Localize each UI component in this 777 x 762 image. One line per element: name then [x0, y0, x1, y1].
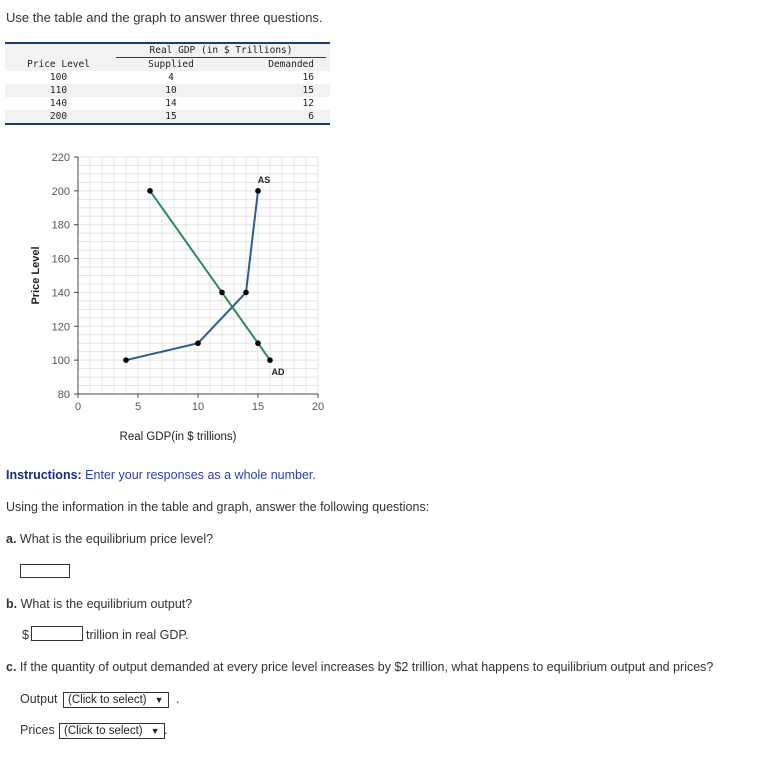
cell: 15	[230, 84, 330, 97]
output-label: Output	[20, 692, 58, 706]
series-label-as: AS	[257, 174, 271, 185]
data-point-as	[255, 188, 261, 194]
table-row	[5, 110, 330, 123]
table-row	[5, 84, 330, 97]
question-c: c. If the quantity of output demanded at every price level increases by $2 trillion, what happens to equilibrium output and prices?	[6, 660, 714, 674]
y-tick-label: 220	[51, 152, 70, 164]
x-tick-label: 5	[134, 401, 142, 413]
equilibrium-output-input[interactable]	[31, 626, 83, 641]
cell: 6	[230, 110, 330, 123]
cell: 16	[302, 72, 314, 83]
prices-label: Prices	[20, 723, 55, 737]
cell: 14	[165, 98, 177, 109]
y-tick-label: 80	[57, 389, 70, 401]
table-corner	[5, 44, 112, 58]
table-row	[5, 97, 330, 110]
table-row	[5, 71, 330, 84]
output-suffix: trillion in real GDP.	[86, 628, 189, 642]
dollar-sign: $	[22, 628, 29, 642]
prices-period: .	[164, 723, 168, 737]
y-tick-label: 180	[51, 219, 70, 232]
y-tick-label: 140	[51, 287, 70, 300]
x-tick-label: 0	[74, 401, 82, 413]
cell: 15	[112, 110, 230, 123]
data-point-as	[123, 357, 129, 363]
col-header-price: Price Level	[5, 58, 112, 71]
intro-text: Use the table and the graph to answer three questions.	[6, 10, 323, 25]
output-period: .	[176, 692, 180, 706]
y-axis-label: Price Level	[30, 246, 42, 305]
data-point-ad	[219, 290, 225, 296]
cell: 110	[5, 84, 112, 97]
x-tick-label: 10	[191, 401, 205, 413]
question-a: a. What is the equilibrium price level?	[6, 532, 214, 546]
table-group-header: Real GDP (in $ Trillions)	[112, 44, 330, 58]
cell: 4	[168, 72, 174, 83]
data-point-as	[195, 340, 201, 346]
x-tick-label: 20	[311, 401, 325, 413]
price-level-input[interactable]	[20, 564, 70, 578]
chevron-down-icon: ▼	[154, 695, 164, 705]
cell: 140	[49, 98, 68, 109]
cell: 10	[112, 84, 230, 97]
instructions: Instructions: Enter your responses as a whole number.	[6, 468, 316, 482]
as-ad-chart	[0, 140, 340, 450]
series-label-ad: AD	[271, 367, 285, 378]
cell: 12	[302, 98, 314, 109]
cell: 100	[49, 72, 68, 83]
col-header-demanded: Demanded	[230, 58, 330, 71]
cell: 200	[5, 110, 112, 123]
y-tick-label: 100	[51, 355, 70, 368]
x-axis-label: Real GDP(in $ trillions)	[119, 431, 237, 443]
data-point-ad	[255, 340, 261, 346]
question-b: b. What is the equilibrium output?	[6, 597, 193, 611]
prices-select[interactable]: (Click to select) ▼	[59, 723, 165, 739]
col-header-supplied: Supplied	[112, 58, 230, 71]
y-tick-label: 160	[51, 253, 70, 266]
output-select[interactable]: (Click to select) ▼	[63, 692, 169, 708]
data-point-ad	[147, 188, 153, 194]
data-point-as	[243, 290, 249, 296]
prompt-text: Using the information in the table and graph, answer the following questions:	[6, 500, 430, 514]
data-point-ad	[267, 357, 273, 363]
data-table	[5, 42, 330, 125]
y-tick-label: 120	[51, 321, 70, 334]
y-tick-label: 200	[51, 185, 70, 198]
chevron-down-icon: ▼	[150, 726, 160, 736]
x-tick-label: 15	[251, 401, 265, 413]
